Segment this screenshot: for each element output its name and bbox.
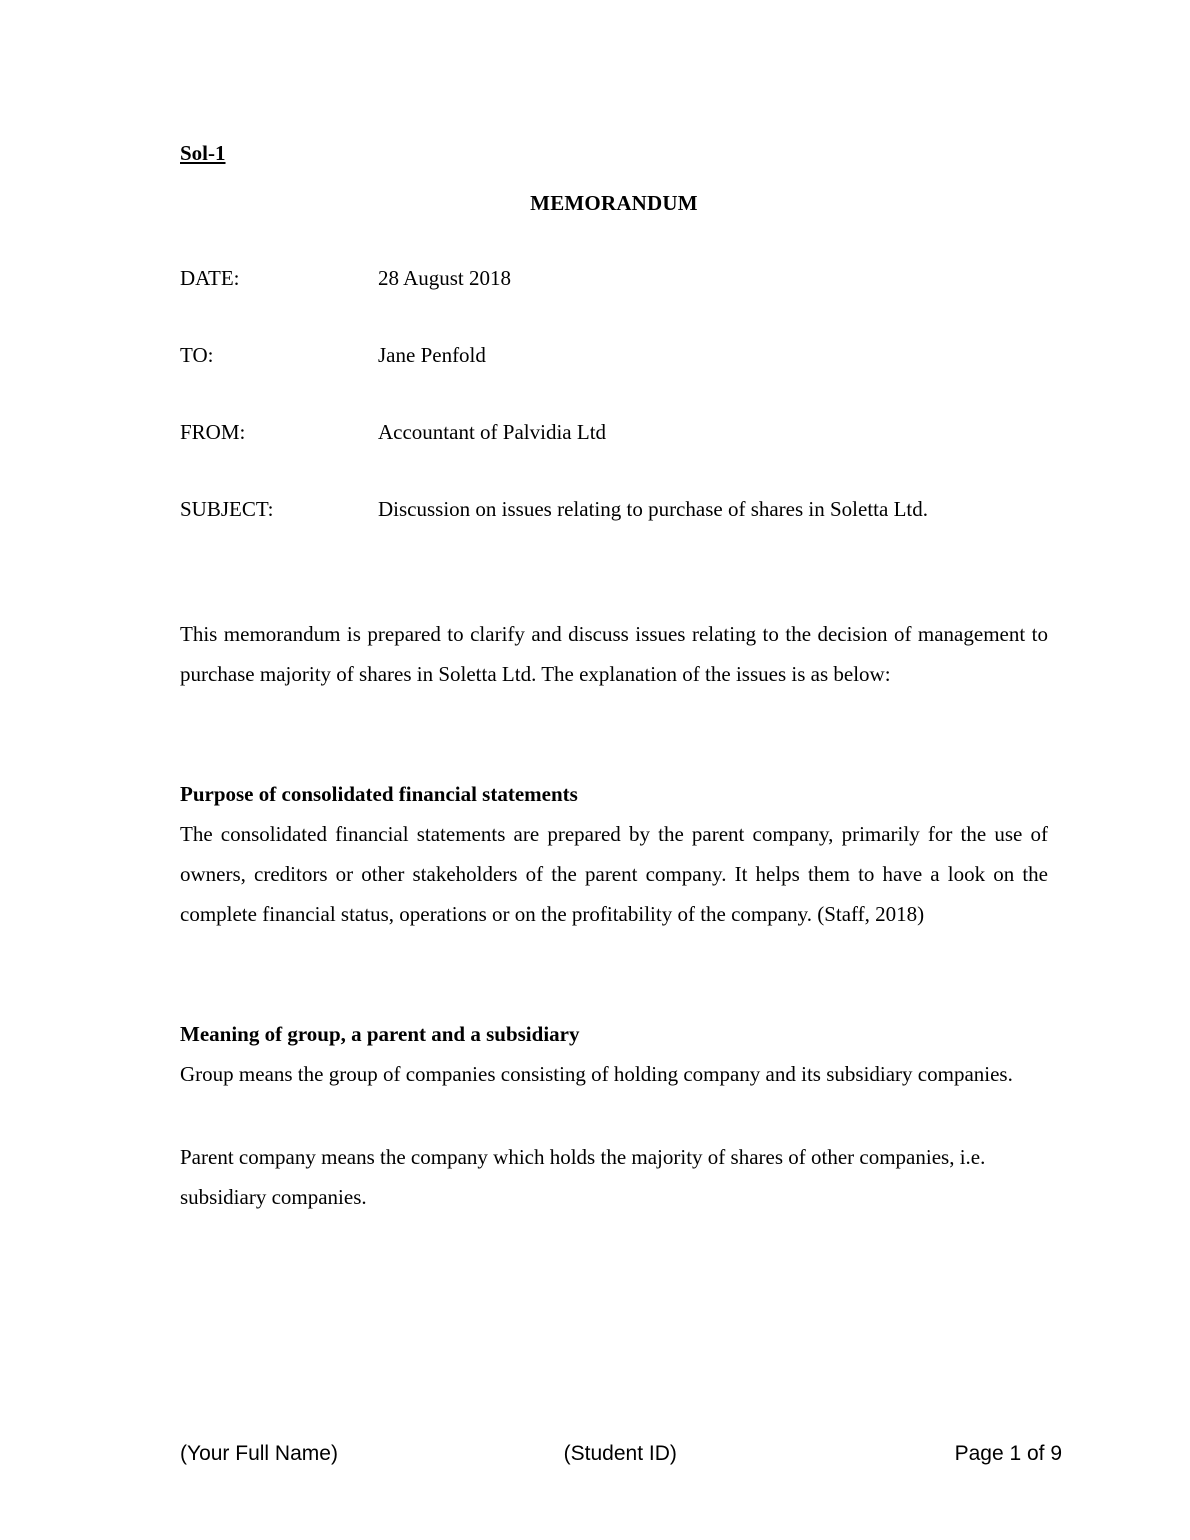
section-paragraph-group: Group means the group of companies consisting of holding company and its subsidiary companies. (180, 1062, 1013, 1086)
section-heading-purpose: Purpose of consolidated financial statements (180, 782, 578, 806)
memo-value-to: Jane Penfold (378, 343, 486, 367)
memo-header-row-date (180, 268, 1048, 289)
memo-value-from: Accountant of Palvidia Ltd (378, 420, 607, 444)
page-footer (180, 1443, 1062, 1464)
section-meaning (180, 1014, 1048, 1217)
section-paragraph-parent: Parent company means the company which holds the majority of shares of other companies, i.e. subsidiary companies. (180, 1145, 986, 1209)
memo-value-subject: Discussion on issues relating to purchase of shares in Soletta Ltd. (378, 497, 928, 521)
footer-author-name: (Your Full Name) (180, 1442, 338, 1465)
memo-label-to: TO: (180, 343, 214, 367)
section-paragraph-purpose: The consolidated financial statements are prepared by the parent company, primarily for the use of owners, creditors or other stakeholders of the parent company. It helps them to have a look on the complete financial status, operations or on the profitability of the company. (Staff, 2018) (180, 822, 1048, 926)
memo-label-from: FROM: (180, 420, 246, 444)
memo-header-block (180, 268, 1048, 520)
spacer (180, 1094, 1048, 1137)
solution-label: Sol-1 (180, 141, 226, 165)
memo-label-date: DATE: (180, 266, 240, 290)
page-title: MEMORANDUM (530, 191, 698, 215)
memo-label-subject: SUBJECT: (180, 497, 274, 521)
document-content (180, 0, 1048, 1217)
intro-paragraph: This memorandum is prepared to clarify and discuss issues relating to the decision of management to purchase majority of shares in Soletta Ltd. The explanation of the issues is as below: (180, 622, 1048, 686)
spacer (180, 576, 1048, 614)
memo-header-row-to (180, 345, 1048, 366)
section-purpose (180, 774, 1048, 934)
memo-header-row-subject (180, 499, 1048, 520)
memo-header-row-from (180, 422, 1048, 443)
footer-page-number: Page 1 of 9 (954, 1442, 1062, 1465)
memo-value-date: 28 August 2018 (378, 266, 512, 290)
footer-student-id: (Student ID) (563, 1442, 677, 1465)
spacer (180, 934, 1048, 1014)
section-heading-meaning: Meaning of group, a parent and a subsidiary (180, 1022, 580, 1046)
spacer (180, 694, 1048, 774)
